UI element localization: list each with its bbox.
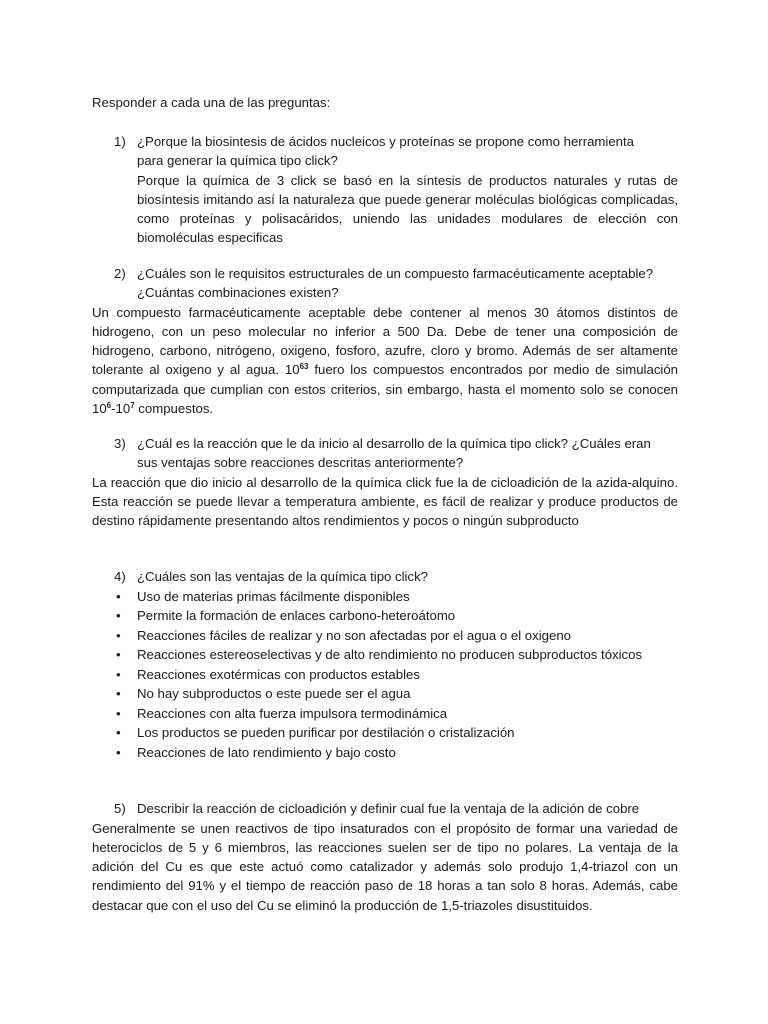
list-item-text: Reacciones fáciles de realizar y no son afectadas por el agua o el oxigeno [137, 627, 571, 643]
question-2-line-2: ¿Cuántas combinaciones existen? [137, 285, 339, 301]
list-item-text: No hay subproductos o este puede ser el agua [137, 686, 411, 701]
question-1-line-2: para generar la química tipo click? [137, 153, 338, 169]
answer-2 [92, 303, 678, 419]
list-item-text: Reacciones de lato rendimiento y bajo costo [137, 744, 396, 760]
question-5-text: Describir la reacción de cicloadición y definir cual fue la ventaja de la adición de cobre [137, 801, 640, 816]
question-2-number: 2) [114, 266, 126, 281]
list-item-text: Reacciones estereoselectivas y de alto rendimiento no producen subproductos tóxicos [137, 647, 643, 662]
list-item-text: Los productos se pueden purificar por destilación o cristalización [137, 725, 515, 740]
question-4-number: 4) [114, 569, 126, 584]
bullet-icon: • [116, 608, 121, 623]
question-3-line-2: sus ventajas sobre reacciones descritas anteriormente? [137, 455, 464, 471]
list-item-text: Permite la formación de enlaces carbono-heteroátomo [137, 608, 456, 623]
question-4 [114, 567, 678, 586]
answer-1: Porque la química de 3 click se basó en la síntesis de productos naturales y rutas de biosíntesis imitando así la naturaleza que puede generar moléculas biológicas complicadas, como proteínas y polisacáridos, uniendo las unidades modulares de elección con biomoléculas especificas [137, 172, 678, 246]
list-item [114, 606, 678, 626]
question-1 [114, 132, 678, 171]
answer-2-exponent-3: 7 [130, 400, 135, 410]
question-3 [114, 434, 678, 473]
list-item-text: Reacciones exotérmicas con productos estables [137, 666, 420, 682]
question-4-text: ¿Cuáles son las ventajas de la química tipo click? [137, 569, 429, 584]
bullet-icon: • [116, 627, 121, 643]
question-2 [114, 264, 678, 303]
list-item [114, 704, 678, 724]
answer-2-exponent-2: 6 [106, 400, 112, 410]
question-1-line-1: ¿Porque la biosintesis de ácidos nucleicos y proteínas se propone como herramienta [137, 134, 635, 149]
list-item [114, 684, 678, 704]
question-1-number: 1) [114, 134, 126, 149]
list-item [114, 665, 678, 685]
answer-5: Generalmente se unen reactivos de tipo insaturados con el propósito de formar una variedad de heterociclos de 5 y 6 miembros, las reacciones suelen ser de tipo no polares. La ventaja de la adición del Cu es que este actuó como catalizador y además solo produjo 1,4-triazol con un rendimiento del 91% y el tiempo de reacción paso de 18 horas a tan solo 8 horas. Además, cabe destacar que con el uso del Cu se eliminó la producción de 1,5-triazoles disustituidos. [92, 820, 678, 913]
advantages-list [114, 587, 678, 763]
bullet-icon: • [116, 686, 121, 701]
question-3-number: 3) [114, 436, 126, 451]
answer-2-part-d: compuestos. [134, 400, 214, 416]
list-item [114, 626, 678, 646]
bullet-icon: • [116, 744, 121, 760]
answer-3: La reacción que dio inicio al desarrollo de la química click fue la de cicloadición de la azida-alquino. Esta reacción se puede llevar a temperatura ambiente, es fácil de realizar y produce productos de destino rápidamente presentando altos rendimientos y pocos o ningún subproducto [92, 474, 678, 529]
question-5-number: 5) [114, 801, 126, 816]
list-item [114, 645, 678, 665]
list-item [114, 743, 678, 763]
question-3-line-1: ¿Cuál es la reacción que le da inicio al desarrollo de la química tipo click? ¿Cuáles eran [137, 436, 651, 451]
answer-2-exponent-1: 63 [299, 362, 309, 372]
bullet-icon: • [116, 666, 121, 682]
list-item [114, 587, 678, 607]
bullet-icon: • [116, 705, 121, 721]
intro-line: Responder a cada una de las preguntas: [92, 95, 331, 110]
list-item-text: Reacciones con alta fuerza impulsora termodinámica [137, 705, 448, 721]
answer-2-part-b: fuero los compuestos encontrados por medio de simulación computarizada que cumplian con estos criterios, sin embargo, hasta el momento solo se conocen 10 [92, 362, 679, 416]
answer-2-part-c: -10 [111, 400, 131, 416]
list-item [114, 723, 678, 743]
answer-2-part-a: Un compuesto farmacéuticamente aceptable debe contener al menos 30 átomos distintos de hidrogeno, con un peso molecular no inferior a 500 Da. Debe de tener una composición de hidrogeno, carbono, nitrógeno, oxigeno, fosforo, azufre, cloro y bromo. Además de ser altamente tolerante al oxigeno y al agua. 10 [92, 304, 678, 378]
bullet-icon: • [116, 647, 121, 662]
bullet-icon: • [116, 588, 121, 604]
question-5 [114, 799, 678, 818]
question-2-line-1: ¿Cuáles son le requisitos estructurales de un compuesto farmacéuticamente aceptable? [137, 266, 654, 281]
list-item-text: Uso de materias primas fácilmente disponibles [137, 588, 410, 604]
bullet-icon: • [116, 725, 121, 740]
